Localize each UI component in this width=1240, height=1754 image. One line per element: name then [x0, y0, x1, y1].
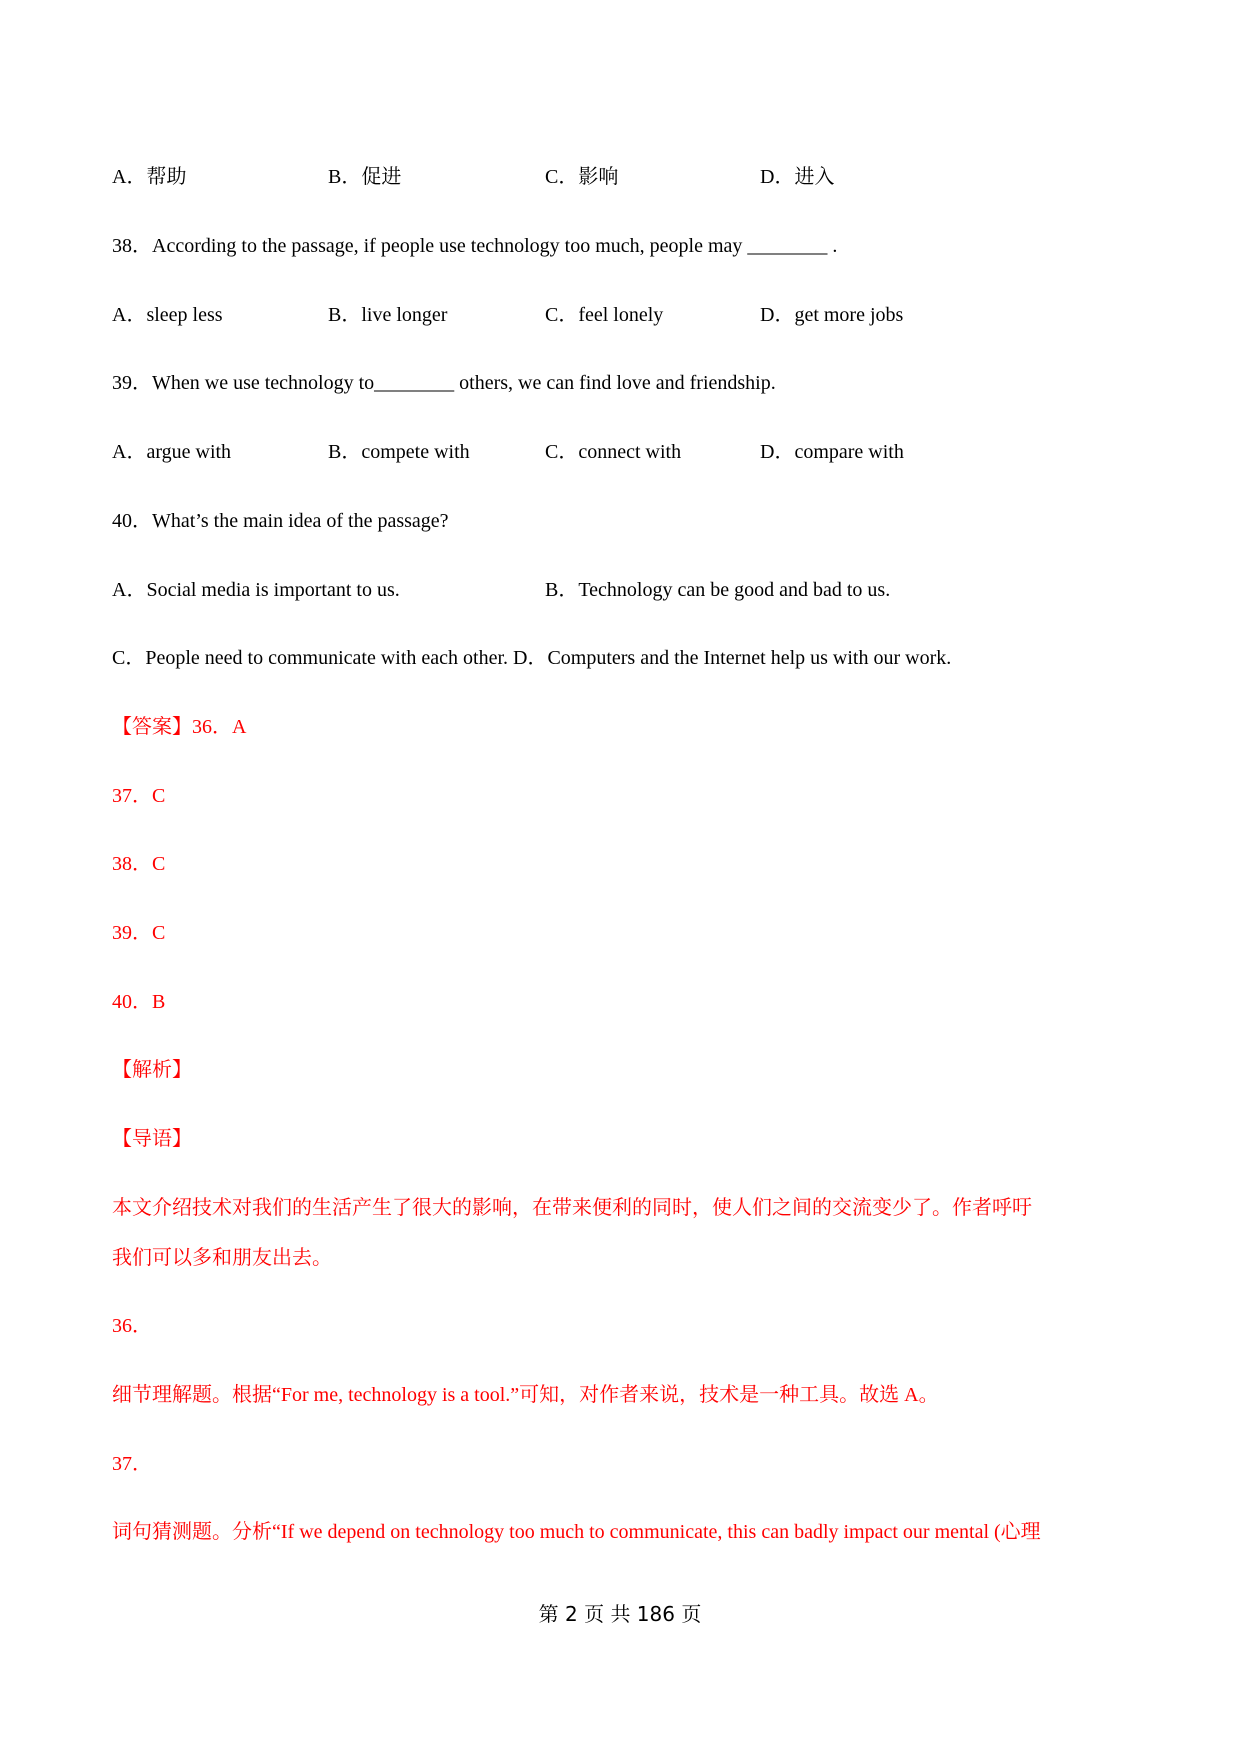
q40-option-b: B．Technology can be good and bad to us. [545, 579, 891, 601]
intro-text-line-1: 本文介绍技术对我们的生活产生了很大的影响，在带来便利的同时，使人们之间的交流变少了。作者呼吁 [112, 1197, 1032, 1219]
page-footer: 第 2 页 共 186 页 [538, 1602, 702, 1626]
q37-option-a: A．帮助 [112, 166, 187, 188]
q38-option-c: C．feel lonely [545, 304, 664, 326]
intro-header: 【导语】 [112, 1128, 192, 1150]
answer-37: 37．C [112, 785, 166, 807]
q39-option-b: B．compete with [328, 441, 470, 463]
q38-question: 38．According to the passage, if people use technology too much, people may ________ . [112, 235, 838, 257]
analysis-q37-text: 词句猜测题。分析“If we depend on technology too much to communicate, this can badly impact our mental (心理 [112, 1521, 1041, 1543]
q37-option-b: B．促进 [328, 166, 402, 188]
q40-option-a: A．Social media is important to us. [112, 579, 400, 601]
q39-option-a: A．argue with [112, 441, 232, 463]
q40-question: 40．What’s the main idea of the passage? [112, 510, 449, 532]
q39-option-c: C．connect with [545, 441, 682, 463]
analysis-q36-text: 细节理解题。根据“For me, technology is a tool.”可知，对作者来说，技术是一种工具。故选 A。 [112, 1384, 939, 1406]
analysis-header: 【解析】 [112, 1059, 192, 1081]
intro-text-line-2: 我们可以多和朋友出去。 [112, 1247, 332, 1269]
answer-40: 40．B [112, 991, 166, 1013]
q37-option-d: D．进入 [760, 166, 835, 188]
answer-38: 38．C [112, 853, 166, 875]
q38-option-d: D．get more jobs [760, 304, 904, 326]
q39-question: 39．When we use technology to________ others, we can find love and friendship. [112, 372, 776, 394]
q38-option-a: A．sleep less [112, 304, 223, 326]
q39-option-d: D．compare with [760, 441, 904, 463]
answer-header: 【答案】36．A [112, 716, 247, 738]
answer-39: 39．C [112, 922, 166, 944]
q37-option-c: C．影响 [545, 166, 619, 188]
q40-options-row-2: C．People need to communicate with each other. D．Computers and the Internet help us with our work. [112, 647, 952, 669]
analysis-q37-label: 37． [112, 1453, 152, 1475]
analysis-q36-label: 36． [112, 1315, 152, 1337]
q38-option-b: B．live longer [328, 304, 448, 326]
